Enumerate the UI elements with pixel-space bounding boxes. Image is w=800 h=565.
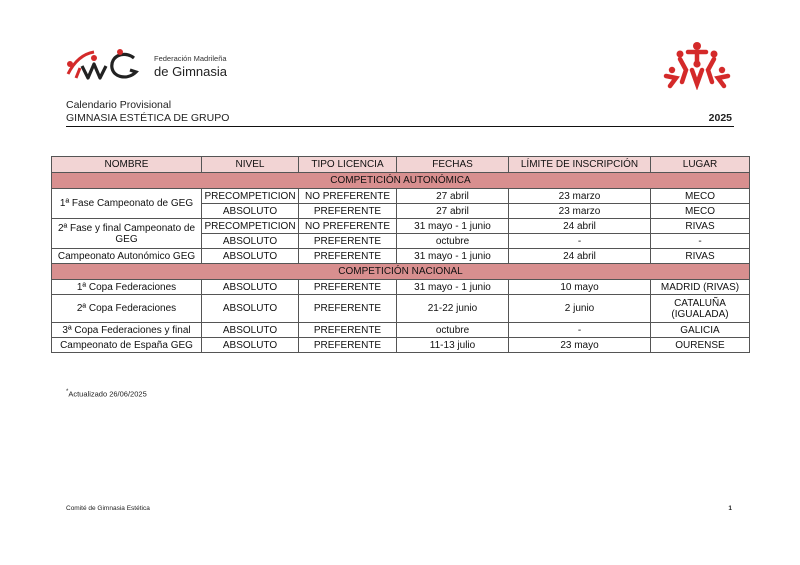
- cell-nombre: Campeonato Autonómico GEG: [52, 249, 202, 264]
- cell-nivel: ABSOLUTO: [202, 234, 299, 249]
- section-row: [52, 173, 750, 189]
- cell-lugar: MECO: [651, 204, 750, 219]
- cell-fechas: octubre: [397, 323, 509, 338]
- section-row: [52, 264, 750, 280]
- table-header-row: [52, 157, 750, 173]
- logo-text-gimnasia: de Gimnasia: [154, 64, 227, 79]
- cell-limite-inscripcion: 24 abril: [509, 219, 651, 234]
- column-header-lugar: LUGAR: [651, 157, 750, 173]
- cell-tipo-licencia: NO PREFERENTE: [299, 189, 397, 204]
- cell-fechas: 31 mayo - 1 junio: [397, 280, 509, 295]
- cell-lugar: GALICIA: [651, 323, 750, 338]
- cell-tipo-licencia: PREFERENTE: [299, 323, 397, 338]
- cell-fechas: octubre: [397, 234, 509, 249]
- cell-fechas: 31 mayo - 1 junio: [397, 219, 509, 234]
- footnote-mark: *: [66, 389, 69, 395]
- cell-fechas: 27 abril: [397, 204, 509, 219]
- cell-tipo-licencia: PREFERENTE: [299, 338, 397, 353]
- document-subtitle: Calendario Provisional: [66, 99, 172, 111]
- cell-nivel: PRECOMPETICION: [202, 219, 299, 234]
- cell-limite-inscripcion: 23 marzo: [509, 189, 651, 204]
- calendar-table: [51, 156, 750, 353]
- section-label: COMPETICIÓN NACIONAL: [52, 264, 750, 280]
- cell-tipo-licencia: PREFERENTE: [299, 295, 397, 323]
- cell-limite-inscripcion: -: [509, 323, 651, 338]
- table-row: [52, 280, 750, 295]
- fmg-logo-mark-icon: [64, 44, 152, 88]
- cell-nombre: 3ª Copa Federaciones y final: [52, 323, 202, 338]
- table-body: [52, 173, 750, 353]
- cell-nivel: ABSOLUTO: [202, 295, 299, 323]
- cell-fechas: 21-22 junio: [397, 295, 509, 323]
- fmg-logo: [64, 44, 229, 88]
- footnote-text: Actualizado 26/06/2025: [68, 389, 147, 399]
- table-row: [52, 338, 750, 353]
- document-year: 2025: [708, 112, 732, 124]
- gymnasts-emblem-icon: [662, 40, 732, 90]
- table-row: [52, 219, 750, 234]
- page-number: 1: [728, 505, 732, 512]
- cell-nombre: 1ª Fase Campeonato de GEG: [52, 189, 202, 219]
- cell-nivel: ABSOLUTO: [202, 323, 299, 338]
- cell-limite-inscripcion: 23 mayo: [509, 338, 651, 353]
- cell-fechas: 11-13 julio: [397, 338, 509, 353]
- cell-nivel: ABSOLUTO: [202, 280, 299, 295]
- cell-nombre: Campeonato de España GEG: [52, 338, 202, 353]
- cell-tipo-licencia: PREFERENTE: [299, 204, 397, 219]
- cell-limite-inscripcion: 2 junio: [509, 295, 651, 323]
- cell-tipo-licencia: PREFERENTE: [299, 280, 397, 295]
- cell-lugar: RIVAS: [651, 219, 750, 234]
- cell-lugar: MECO: [651, 189, 750, 204]
- logo-text-federacion: Federación Madrileña: [154, 54, 227, 63]
- cell-nivel: ABSOLUTO: [202, 249, 299, 264]
- cell-nombre: 1ª Copa Federaciones: [52, 280, 202, 295]
- cell-lugar: MADRID (RIVAS): [651, 280, 750, 295]
- table-row: [52, 295, 750, 323]
- cell-fechas: 27 abril: [397, 189, 509, 204]
- column-header-tipo-licencia: TIPO LICENCIA: [299, 157, 397, 173]
- cell-lugar: RIVAS: [651, 249, 750, 264]
- column-header-fechas: FECHAS: [397, 157, 509, 173]
- cell-nivel: ABSOLUTO: [202, 204, 299, 219]
- column-header-nombre: NOMBRE: [52, 157, 202, 173]
- cell-nivel: PRECOMPETICION: [202, 189, 299, 204]
- document-title: GIMNASIA ESTÉTICA DE GRUPO: [66, 112, 230, 124]
- cell-limite-inscripcion: -: [509, 234, 651, 249]
- footnote: [66, 389, 147, 399]
- cell-limite-inscripcion: 23 marzo: [509, 204, 651, 219]
- table-row: [52, 323, 750, 338]
- section-label: COMPETICIÓN AUTONÓMICA: [52, 173, 750, 189]
- table-row: [52, 249, 750, 264]
- cell-lugar: CATALUÑA (IGUALADA): [651, 295, 750, 323]
- cell-nombre: 2ª Copa Federaciones: [52, 295, 202, 323]
- cell-tipo-licencia: NO PREFERENTE: [299, 219, 397, 234]
- cell-limite-inscripcion: 10 mayo: [509, 280, 651, 295]
- cell-nombre: 2ª Fase y final Campeonato de GEG: [52, 219, 202, 249]
- cell-tipo-licencia: PREFERENTE: [299, 234, 397, 249]
- table-row: [52, 189, 750, 204]
- cell-limite-inscripcion: 24 abril: [509, 249, 651, 264]
- column-header-nivel: NIVEL: [202, 157, 299, 173]
- cell-fechas: 31 mayo - 1 junio: [397, 249, 509, 264]
- footer-committee: Comité de Gimnasia Estética: [66, 505, 150, 512]
- title-divider: [66, 126, 734, 127]
- column-header-limite-inscripcion: LÍMITE DE INSCRIPCIÓN: [509, 157, 651, 173]
- cell-lugar: OURENSE: [651, 338, 750, 353]
- cell-tipo-licencia: PREFERENTE: [299, 249, 397, 264]
- cell-lugar: -: [651, 234, 750, 249]
- cell-nivel: ABSOLUTO: [202, 338, 299, 353]
